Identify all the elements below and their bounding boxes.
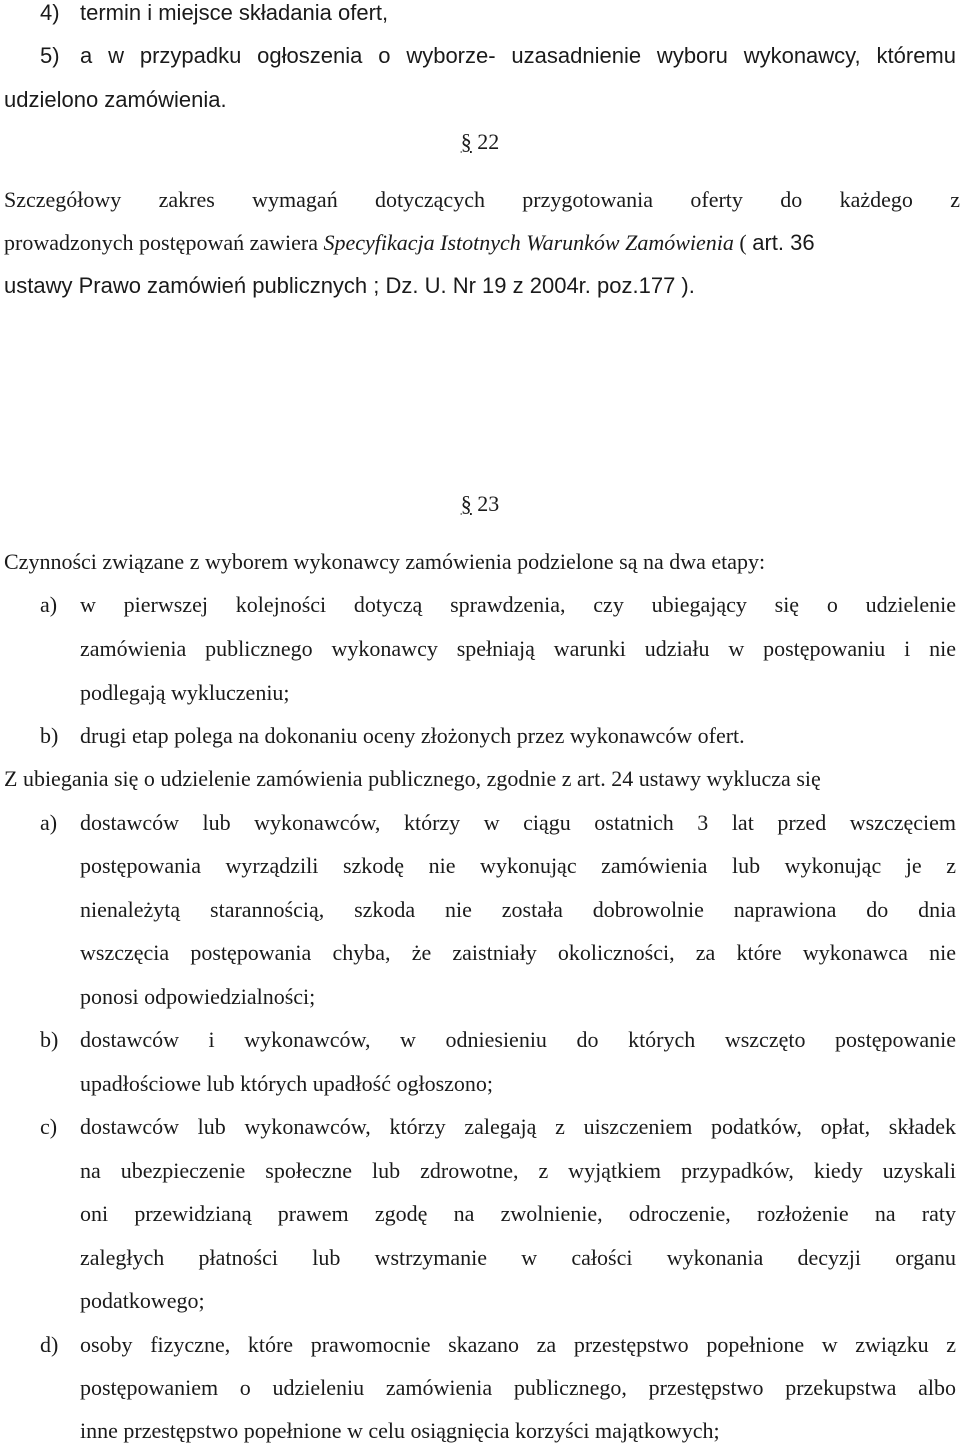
list-item-5: a w przypadku ogłoszenia o wyborze- uzasadnienie wyboru wykonawcy, któremu bbox=[80, 43, 956, 68]
exclusion-c-line-4: zaległych płatności lub wstrzymanie w całości wykonania decyzji organu bbox=[80, 1245, 956, 1270]
section-number: 23 bbox=[477, 491, 500, 516]
stage-a-line-1: w pierwszej kolejności dotyczą sprawdzenia, czy ubiegający się o udzielenie bbox=[80, 592, 956, 617]
section-symbol: § bbox=[460, 491, 472, 516]
section-23-heading bbox=[0, 491, 960, 517]
s22-text-bracket: ( bbox=[733, 230, 753, 255]
exclusion-a-line-3: nienależytą starannością, szkoda nie została dobrowolnie naprawiona do dnia bbox=[80, 897, 956, 922]
s22-article-ref: art. 36 bbox=[752, 230, 815, 255]
s22-paragraph-line-2 bbox=[4, 230, 815, 256]
list-item-4: termin i miejsce składania ofert, bbox=[80, 0, 389, 25]
list-marker-4: 4) bbox=[40, 0, 60, 25]
stage-a-line-2: zamówienia publicznego wykonawcy spełniają warunki udziału w postępowaniu i nie bbox=[80, 636, 956, 661]
stage-marker-a: a) bbox=[40, 592, 58, 617]
s22-paragraph-line-1: Szczegółowy zakres wymagań dotyczących przygotowania oferty do każdego z bbox=[4, 187, 960, 212]
exclusion-marker-b: b) bbox=[40, 1027, 59, 1052]
exclusion-d-line-3: inne przestępstwo popełnione w celu osiągnięcia korzyści majątkowych; bbox=[80, 1418, 720, 1443]
s22-text: prowadzonych postępowań zawiera bbox=[4, 230, 324, 255]
exclusion-c-line-1: dostawców lub wykonawców, którzy zalegają z uiszczeniem podatków, opłat, składek bbox=[80, 1114, 956, 1139]
exclusion-intro: Z ubiegania się o udzielenie zamówienia publicznego, zgodnie z art. 24 ustawy wyklucza się bbox=[4, 766, 821, 791]
exclusion-a-line-4: wszczęcia postępowania chyba, że zaistniały okoliczności, za które wykonawca nie bbox=[80, 940, 956, 965]
exclusion-c-line-5: podatkowego; bbox=[80, 1288, 205, 1313]
exclusion-c-line-2: na ubezpieczenie społeczne lub zdrowotne, z wyjątkiem przypadków, kiedy uzyskali bbox=[80, 1158, 956, 1183]
stage-b-line-1: drugi etap polega na dokonaniu oceny złożonych przez wykonawców ofert. bbox=[80, 723, 745, 748]
exclusion-marker-d: d) bbox=[40, 1332, 59, 1357]
exclusion-a-line-2: postępowania wyrządzili szkodę nie wykonując zamówienia lub wykonując je z bbox=[80, 853, 956, 878]
exclusion-a-line-5: ponosi odpowiedzialności; bbox=[80, 984, 316, 1009]
exclusion-c-line-3: oni przewidzianą prawem zgodę na zwolnienie, odroczenie, rozłożenie na raty bbox=[80, 1201, 956, 1226]
list-item-5-continuation: udzielono zamówienia. bbox=[4, 87, 227, 112]
exclusion-marker-c: c) bbox=[40, 1114, 58, 1139]
exclusion-marker-a: a) bbox=[40, 810, 58, 835]
s22-paragraph-line-3: ustawy Prawo zamówień publicznych ; Dz. U. Nr 19 z 2004r. poz.177 ). bbox=[4, 273, 695, 298]
list-marker-5: 5) bbox=[40, 43, 60, 68]
stage-a-line-3: podlegają wykluczeniu; bbox=[80, 680, 290, 705]
section-number: 22 bbox=[477, 129, 500, 154]
exclusion-d-line-2: postępowaniem o udzieleniu zamówienia publicznego, przestępstwo przekupstwa albo bbox=[80, 1375, 956, 1400]
exclusion-b-line-1: dostawców i wykonawców, w odniesieniu do których wszczęto postępowanie bbox=[80, 1027, 956, 1052]
s23-intro: Czynności związane z wyborem wykonawcy zamówienia podzielone są na dwa etapy: bbox=[4, 549, 766, 574]
section-22-heading bbox=[0, 129, 960, 155]
stage-marker-b: b) bbox=[40, 723, 59, 748]
section-symbol: § bbox=[460, 129, 472, 154]
s22-italic-title: Specyfikacja Istotnych Warunków Zamówienia bbox=[323, 230, 734, 255]
exclusion-d-line-1: osoby fizyczne, które prawomocnie skazano za przestępstwo popełnione w związku z bbox=[80, 1332, 956, 1357]
exclusion-a-line-1: dostawców lub wykonawców, którzy w ciągu ostatnich 3 lat przed wszczęciem bbox=[80, 810, 956, 835]
exclusion-b-line-2: upadłościowe lub których upadłość ogłoszono; bbox=[80, 1071, 494, 1096]
